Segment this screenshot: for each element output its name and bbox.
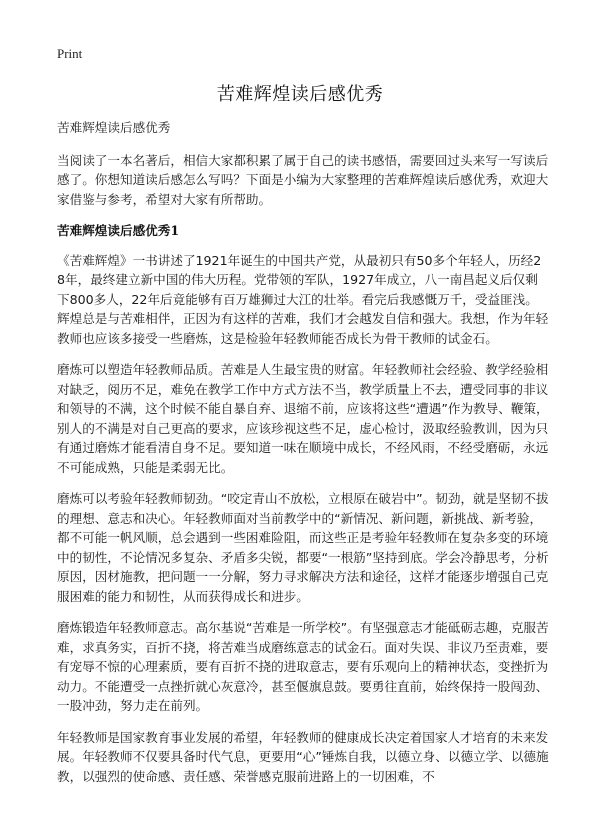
- body-paragraph-3: 磨炼可以考验年轻教师韧劲。“咬定青山不放松，立根原在破岩中”。韧劲，就是坚韧不拔的理想、意志和决心。年轻教师面对当前教学中的“新情况、新问题，新挑战、新考验，都不可能一帆风顺，总会遇到一些困难险阻，而这些正是考验年轻教师在复杂多变的环境中的韧性，不论情况多复杂、矛盾多尖锐，都要“一根筋”坚持到底。学会冷静思考，分析原因，因材施教，把问题一一分解，努力寻求解决方法和途径，这样才能逐步增强自己克服困难的能力和韧性，从而获得成长和进步。: [57, 491, 549, 604]
- print-link[interactable]: Print: [57, 46, 83, 61]
- body-paragraph-2: 磨炼可以塑造年轻教师品质。苦难是人生最宝贵的财富。年轻教师社会经验、教学经验相对缺乏，阅历不足，难免在教学工作中方式方法不当，教学质量上不去，遭受同事的非议和领导的不满，这个时候不能自暴自弃、退缩不前，应该将这些“遭遇”作为教导、鞭策，别人的不满是对自己更高的要求，应该珍视这些不足，虚心检讨，汲取经验教训，因为只有通过磨炼才能看清自身不足。要知道一味在顺境中成长，不经风雨，不经受磨砺，永远不可能成熟，只能是柔弱无比。: [57, 362, 549, 475]
- body-paragraph-1: 《苦难辉煌》一书讲述了1921年诞生的中国共产党，从最初只有50多个年轻人，历经28年，最终建立新中国的伟大历程。党带领的军队，1927年成立，八一南昌起义后仅剩下800多人，22年后竟能够有百万雄狮过大江的壮举。看完后我感慨万千，受益匪浅。辉煌总是与苦难相伴，正因为有这样的苦难，我们才会越发自信和强大。我想，作为年轻教师也应该多接受一些磨炼，这是检验年轻教师能否成长为骨干教师的试金石。: [57, 252, 549, 346]
- page-title: 苦难辉煌读后感优秀: [216, 84, 384, 105]
- section-heading: 苦难辉煌读后感优秀1: [57, 223, 180, 238]
- intro-paragraph: 当阅读了一本名著后，相信大家都积累了属于自己的读书感悟，需要回过头来写一写读后感了。你想知道读后感怎么写吗？下面是小编为大家整理的苦难辉煌读后感优秀，欢迎大家借鉴与参考，希望对大家有所帮助。: [57, 152, 549, 207]
- body-paragraph-5: 年轻教师是国家教育事业发展的希望，年轻教师的健康成长决定着国家人才培育的未来发展。年轻教师不仅要具备时代气息，更要用“心”锤炼自我，以德立身、以德立学、以德施教，以强烈的使命感、责任感、荣誉感克服前进路上的一切困难，不: [57, 729, 549, 784]
- article-subtitle: 苦难辉煌读后感优秀: [57, 120, 171, 135]
- article-body: [57, 118, 549, 798]
- body-paragraph-4: 磨炼锻造年轻教师意志。高尔基说“苦难是一所学校”。有坚强意志才能砥砺志趣，克服苦难，求真务实，百折不挠，将苦难当成磨练意志的试金石。面对失误、非议乃至责难，要有宠辱不惊的心理素质，要有百折不挠的进取意志，要有乐观向上的精神状态，变挫折为动力。不能遭受一点挫折就心灰意冷，甚至偃旗息鼓。要勇往直前，始终保持一股闯劲、一股冲劲，努力走在前列。: [57, 620, 549, 713]
